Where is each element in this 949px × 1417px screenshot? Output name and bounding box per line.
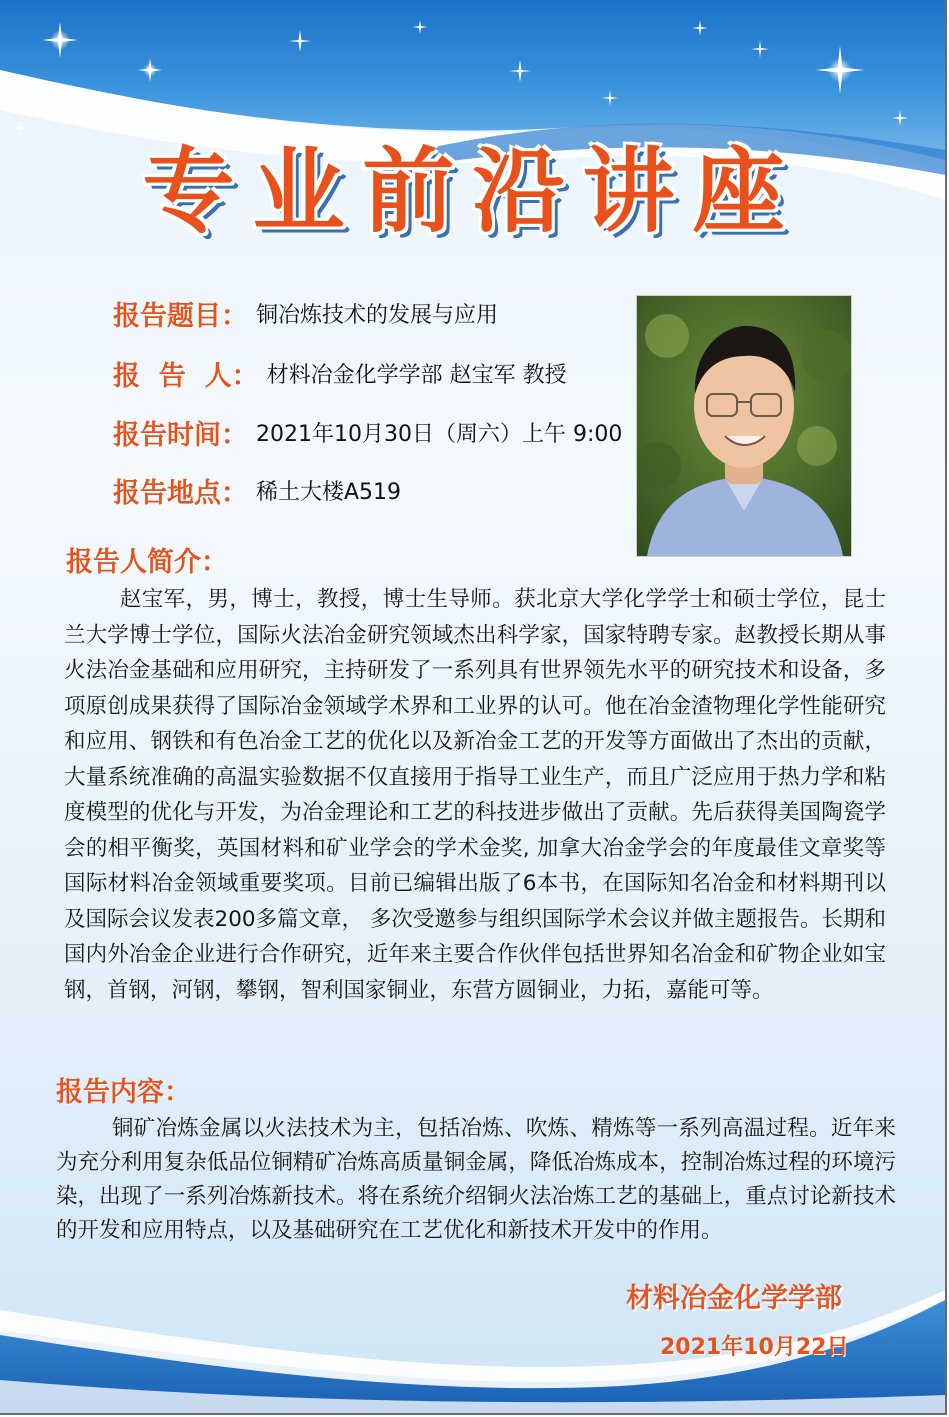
content-heading: 报告内容： xyxy=(56,1077,191,1108)
bio-paragraph: 赵宝军，男，博士，教授，博士生导师。获北京大学化学学士和硕士学位，昆士兰大学博士学位，国际火法冶金研究领域杰出科学家，国家特聘专家。赵教授长期从事火法冶金基础和应用研究，主持研发了一系列具有世界领先水平的研究技术和设备，多项原创成果获得了国际冶金领域学术界和工业界的认可。他在冶金渣物理化学性能研究和应用、钢铁和有色冶金工艺的优化以及新冶金工艺的开发等方面做出了杰出的贡献，大量系统准确的高温实验数据不仅直接用于指导工业生产，而且广泛应用于热力学和粘度模型的优化与开发，为冶金理论和工艺的科技进步做出了贡献。先后获得美国陶瓷学会的相平衡奖，英国材料和矿业学会的学术金奖, 加拿大冶金学会的年度最佳文章奖等国际材料冶金领域重要奖项。目前已编辑出版了6本书，在国际知名冶金和材料期刊以及国际会议发表200多篇文章， 多次受邀参与组织国际学术会议并做主题报告。长期和国内外冶金企业进行合作研究，近年来主要合作伙伴包括世界知名冶金和矿物企业如宝钢，首钢，河钢，攀钢，智利国家铜业，东营方圆铜业，力拓，嘉能可等。 xyxy=(64,587,886,1003)
info-value: 铜冶炼技术的发展与应用 xyxy=(256,302,499,328)
bio-heading: 报告人简介： xyxy=(66,547,228,578)
info-row-speaker xyxy=(113,353,567,393)
info-value: 材料冶金化学学部 赵宝军 教授 xyxy=(266,362,567,388)
info-value: 稀土大楼A519 xyxy=(256,479,402,505)
info-row-location xyxy=(113,470,401,510)
footer-department: 材料冶金化学学部 xyxy=(626,1283,842,1314)
info-row-topic xyxy=(113,293,498,333)
info-label: 报 告 人： xyxy=(113,360,259,392)
info-label: 报告地点： xyxy=(113,477,248,509)
info-label: 报告题目： xyxy=(113,300,248,332)
content-paragraph: 铜矿冶炼金属以火法技术为主，包括冶炼、吹炼、精炼等一系列高温过程。近年来为充分利用复杂低品位铜精矿冶炼高质量铜金属，降低冶炼成本，控制冶炼过程的环境污染，出现了一系列冶炼新技术。将在系统介绍铜火法冶炼工艺的基础上，重点讨论新技术的开发和应用特点，以及基础研究在工艺优化和新技术开发中的作用。 xyxy=(56,1116,896,1243)
footer-date: 2021年10月22日 xyxy=(660,1335,849,1360)
info-value: 2021年10月30日（周六）上午 9:00 xyxy=(256,421,623,447)
info-label: 报告时间： xyxy=(113,419,248,451)
info-row-time xyxy=(113,412,622,452)
speaker-portrait-photo xyxy=(636,295,852,557)
poster-title: 专业前沿讲座 xyxy=(142,138,803,245)
